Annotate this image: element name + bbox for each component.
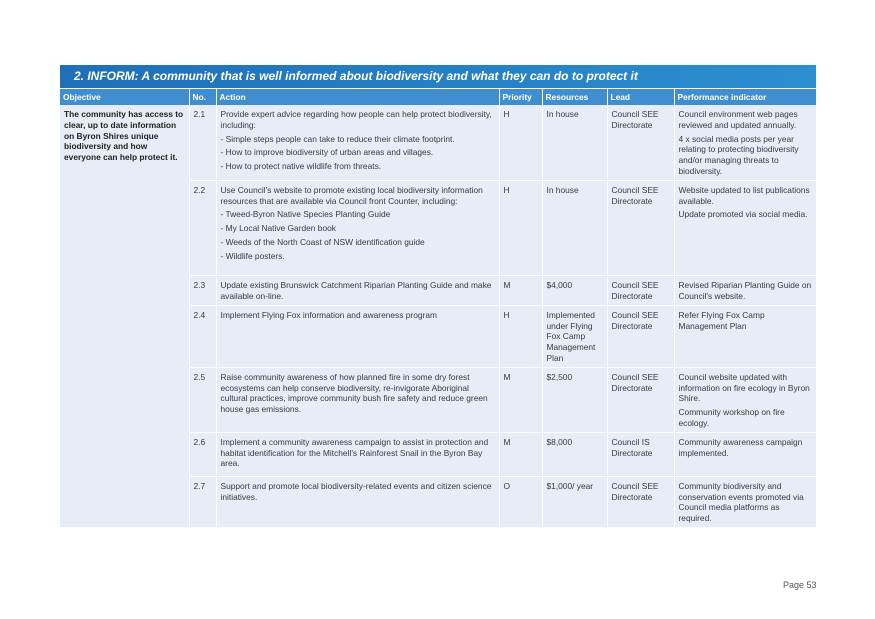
performance-item: Council website updated with information on fire ecology in Byron Shire. [678, 371, 810, 404]
action-cell [216, 275, 499, 305]
performance-cell [674, 432, 816, 476]
priority-cell: M [499, 275, 542, 305]
section-title-banner: 2. INFORM: A community that is well informed about biodiversity and what they can do to protect it [60, 65, 816, 88]
resources-cell: Implemented under Flying Fox Camp Management Plan [542, 305, 607, 367]
action-cell [216, 305, 499, 367]
objective-cell: The community has access to clear, up to date information on Byron Shires unique biodiversity and how everyone can help protect it. [60, 105, 189, 527]
performance-cell [674, 275, 816, 305]
priority-cell: O [499, 476, 542, 527]
lead-cell: Council SEE Directorate [607, 180, 674, 275]
action-bullet: - Wildlife posters. [220, 250, 285, 261]
row-number: 2.7 [189, 476, 216, 527]
row-number: 2.3 [189, 275, 216, 305]
priority-cell: H [499, 305, 542, 367]
priority-cell: H [499, 105, 542, 180]
resources-cell: In house [542, 105, 607, 180]
lead-cell: Council SEE Directorate [607, 105, 674, 180]
performance-item: Update promoted via social media. [678, 209, 808, 220]
action-cell [216, 476, 499, 527]
action-cell [216, 432, 499, 476]
performance-cell [674, 180, 816, 275]
resources-cell: $2,500 [542, 367, 607, 432]
resources-cell: In house [542, 180, 607, 275]
lead-cell: Council SEE Directorate [607, 476, 674, 527]
performance-item: Revised Riparian Planting Guide on Council's website. [678, 279, 812, 301]
action-bullet: - Tweed-Byron Native Species Planting Guide [220, 209, 391, 220]
performance-cell [674, 476, 816, 527]
header-action: Action [216, 89, 499, 105]
header-row [60, 89, 816, 105]
performance-item: 4 x social media posts per year relating to protecting biodiversity and/or managing threats to biodiversity. [678, 133, 799, 176]
resources-cell: $4,000 [542, 275, 607, 305]
priority-cell: M [499, 367, 542, 432]
resources-cell: $8,000 [542, 432, 607, 476]
action-bullet: - How to protect native wildlife from threats. [220, 161, 382, 172]
performance-item: Community workshop on fire ecology. [678, 407, 785, 428]
priority-cell: H [499, 180, 542, 275]
header-priority: Priority [499, 89, 542, 105]
lead-cell: Council IS Directorate [607, 432, 674, 476]
header-objective: Objective [60, 89, 189, 105]
action-intro: Provide expert advice regarding how people can help protect biodiversity, including: [220, 109, 492, 130]
action-cell [216, 105, 499, 180]
action-plan-table [60, 89, 817, 528]
lead-cell: Council SEE Directorate [607, 305, 674, 367]
action-intro: Use Council's website to promote existing local biodiversity information resources that are available via Council front Counter, including: [220, 184, 483, 206]
performance-item: Community awareness campaign implemented. [678, 436, 803, 458]
table-row [60, 105, 816, 180]
action-intro: Raise community awareness of how planned fire in some dry forest ecosystems can help conserve biodiversity, re-invigorate Aboriginal cultural practices, improve community bush fire safety and reduce green house gas emissions. [220, 371, 488, 415]
action-intro: Implement Flying Fox information and awareness program [220, 309, 437, 320]
header-resources: Resources [542, 89, 607, 105]
performance-item: Website updated to list publications available. [678, 184, 810, 206]
lead-cell: Council SEE Directorate [607, 367, 674, 432]
row-number: 2.5 [189, 367, 216, 432]
action-bullet: - Simple steps people can take to reduce their climate footprint. [220, 133, 455, 144]
row-number: 2.2 [189, 180, 216, 275]
header-performance: Performance indicator [674, 89, 816, 105]
header-lead: Lead [607, 89, 674, 105]
priority-cell: M [499, 432, 542, 476]
action-cell [216, 367, 499, 432]
row-number: 2.1 [189, 105, 216, 180]
lead-cell: Council SEE Directorate [607, 275, 674, 305]
action-cell [216, 180, 499, 275]
row-number: 2.4 [189, 305, 216, 367]
page-number: Page 53 [783, 580, 817, 590]
action-bullet: - My Local Native Garden book [220, 223, 336, 234]
performance-cell [674, 367, 816, 432]
header-no: No. [189, 89, 216, 105]
action-bullet: - Weeds of the North Coast of NSW identification guide [220, 236, 425, 247]
performance-cell [674, 305, 816, 367]
row-number: 2.6 [189, 432, 216, 476]
action-intro: Support and promote local biodiversity-related events and citizen science initiatives. [220, 480, 492, 502]
action-intro: Update existing Brunswick Catchment Riparian Planting Guide and make available on-line. [220, 279, 492, 301]
action-intro: Implement a community awareness campaign to assist in protection and habitat identification for the Mitchell's Rainforest Snail in the Byron Bay area. [220, 436, 489, 469]
performance-cell [674, 105, 816, 180]
action-bullet: - How to improve biodiversity of urban areas and villages. [220, 147, 434, 158]
performance-item: Council environment web pages reviewed and updated annually. [678, 109, 798, 130]
performance-item: Refer Flying Fox Camp Management Plan [678, 309, 765, 331]
performance-item: Community biodiversity and conservation events promoted via Council media platforms as required. [678, 480, 804, 524]
resources-cell: $1,000/ year [542, 476, 607, 527]
